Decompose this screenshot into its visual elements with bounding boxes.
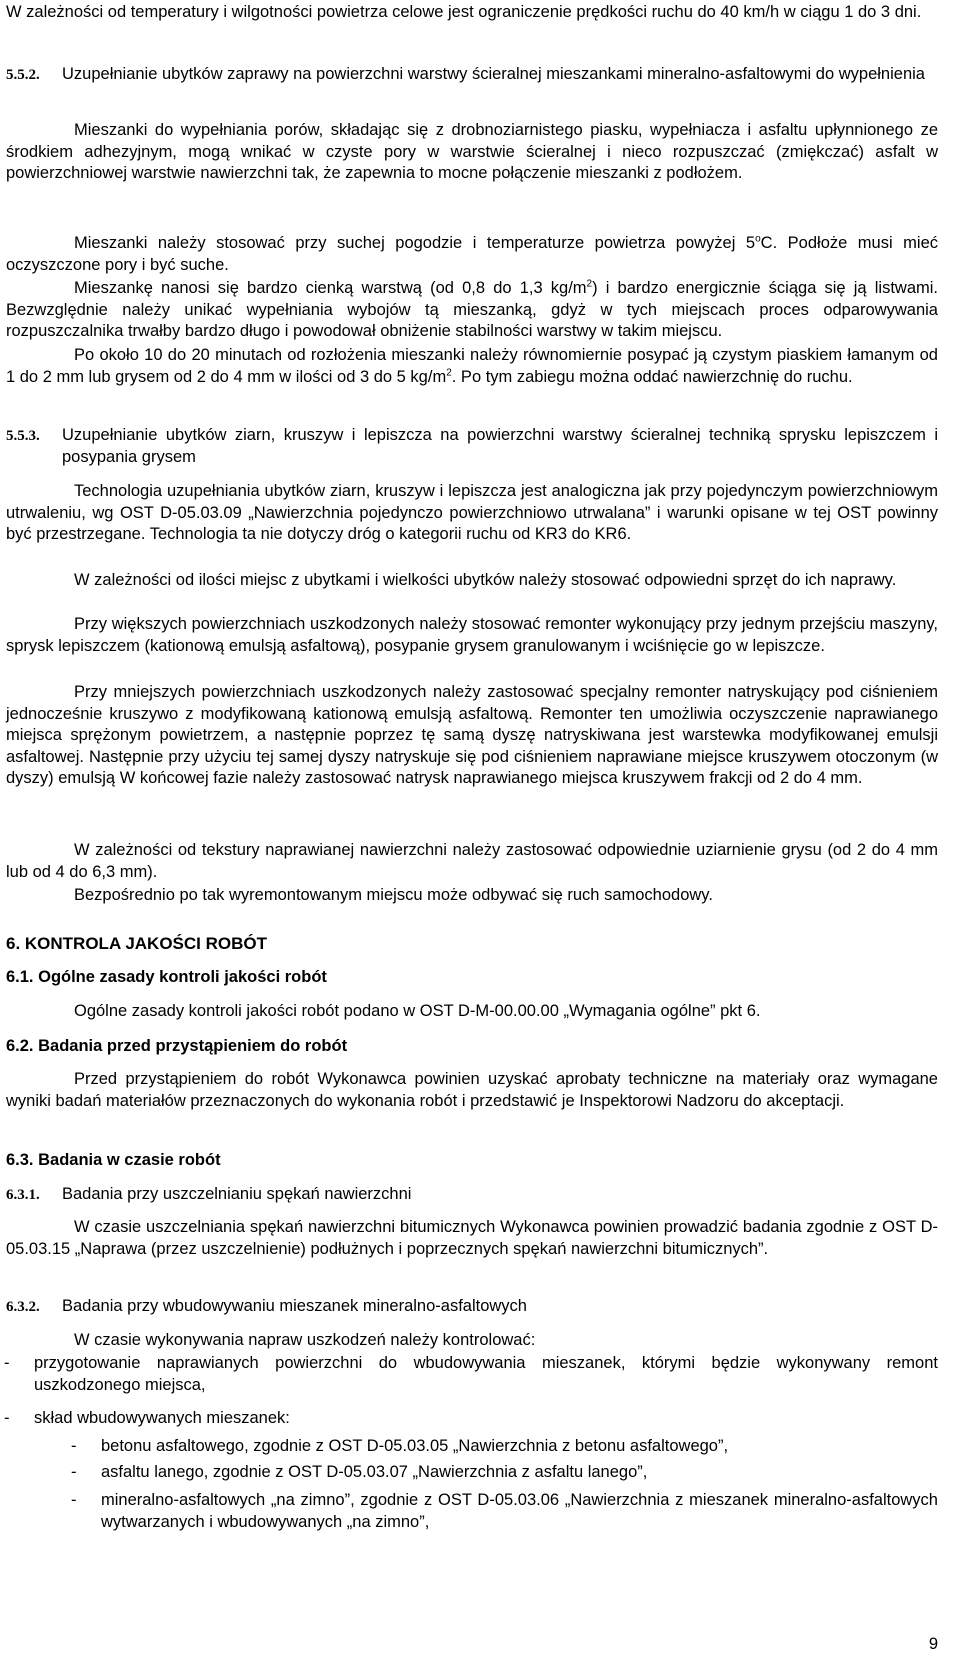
dash-bullet: - bbox=[71, 1437, 77, 1455]
section-6-3-heading: 6.3. Badania w czasie robót bbox=[6, 1151, 221, 1169]
section-5-5-3-heading bbox=[6, 425, 938, 466]
dash-bullet: - bbox=[71, 1463, 77, 1481]
paragraph: Mieszankę nanosi się bardzo cienką warstwą (od 0,8 do 1,3 $kg/m^2$) i bardzo energicznie ściąga się ją listwami. Bezwzględnie należy unikać wypełniania wybojów tą mieszanką, gdyż w tych miejscach proces odparowywania rozpuszczalnika trwałby bardzo długo i powodował obniżenie stabilności warstwy w takim miejscu. bbox=[6, 278, 938, 340]
section-6-1-heading: 6.1. Ogólne zasady kontroli jakości robót bbox=[6, 968, 327, 986]
paragraph: Po około 10 do 20 minutach od rozłożenia mieszanki należy równomiernie posypać ją czystym piaskiem łamanym od 1 do 2 mm lub grysem od 2 do 4 mm w ilości od 3 do 5 $kg/m^2$. Po tym zabiegu można oddać nawierzchnię do ruchu. bbox=[6, 346, 938, 386]
section-title: Uzupełnianie ubytków ziarn, kruszyw i lepiszcza na powierzchni warstwy ścieralnej techniką sprysku lepiszczem i posypania grysem bbox=[62, 426, 938, 466]
section-number: 5.5.3. bbox=[6, 428, 40, 444]
section-6-3-1-heading bbox=[6, 1184, 411, 1207]
dash-bullet: - bbox=[4, 1354, 10, 1372]
page-number: 9 bbox=[928, 1635, 938, 1653]
paragraph: W zależności od tekstury naprawianej nawierzchni należy zastosować odpowiednie uziarnienie grysu (od 2 do 4 mm lub od 4 do 6,3 mm). bbox=[6, 841, 938, 881]
section-6-heading: 6. KONTROLA JAKOŚCI ROBÓT bbox=[6, 934, 267, 953]
paragraph: Przy większych powierzchniach uszkodzonych należy stosować remonter wykonujący przy jednym przejściu maszyny, sprysk lepiszczem (kationową emulsją asfaltową), posypanie grysem granulowanym i wciśnięcie go w lepiszcze. bbox=[6, 615, 938, 655]
section-title: Badania przy uszczelnianiu spękań nawierzchni bbox=[62, 1185, 412, 1203]
paragraph: Przy mniejszych powierzchniach uszkodzonych należy zastosować specjalny remonter natryskujący pod ciśnieniem jednocześnie kruszywo z modyfikowaną kationową emulsją asfaltową. Remonter ten umożliwia oczyszczenie naprawianego miejsca sprężonym powietrzem, a następnie poprzez tę samą dyszę natryskiwana jest warstewka modyfikowanej emulsji asfaltowej. Następnie przy użyciu tej samej dyszy natryskuje się pod ciśnieniem naprawiane miejsce kruszywem otoczonym (w dyszy) emulsją W końcowej fazie należy zastosować natrysk naprawianego miejsca kruszywem frakcji od 2 do 4 mm. bbox=[6, 683, 938, 787]
list-item: - betonu asfaltowego, zgodnie z OST D-05.03.05 „Nawierzchnia z betonu asfaltowego”, bbox=[101, 1436, 938, 1458]
intro-paragraph: W zależności od temperatury i wilgotności powietrza celowe jest ograniczenie prędkości ruchu do 40 km/h w ciągu 1 do 3 dni. bbox=[6, 3, 922, 21]
paragraph: W czasie uszczelniania spękań nawierzchni bitumicznych Wykonawca powinien prowadzić badania zgodnie z OST D-05.03.15 „Naprawa (przez uszczelnienie) podłużnych i poprzecznych spękań nawierzchni bitumicznych”. bbox=[6, 1218, 938, 1258]
paragraph: Przed przystąpieniem do robót Wykonawca powinien uzyskać aprobaty techniczne na materiały oraz wymagane wyniki badań materiałów przeznaczonych do wykonania robót i przedstawić je Inspektorowi Nadzoru do akceptacji. bbox=[6, 1070, 938, 1110]
paragraph: W zależności od ilości miejsc z ubytkami i wielkości ubytków należy stosować odpowiedni sprzęt do ich naprawy. bbox=[74, 571, 897, 589]
section-title: Badania przy wbudowywaniu mieszanek mineralno-asfaltowych bbox=[62, 1297, 527, 1315]
dash-bullet: - bbox=[4, 1409, 10, 1427]
paragraph: Ogólne zasady kontroli jakości robót podano w OST D-M-00.00.00 „Wymagania ogólne” pkt 6. bbox=[74, 1002, 761, 1020]
list-item: - asfaltu lanego, zgodnie z OST D-05.03.07 „Nawierzchnia z asfaltu lanego”, bbox=[101, 1462, 938, 1484]
paragraph: Technologia uzupełniania ubytków ziarn, kruszyw i lepiszcza jest analogiczna jak przy pojedynczym powierzchniowym utrwaleniu, wg OST D-05.03.09 „Nawierzchnia pojedynczo powierzchniowo utrwalana” i warunki opisane w tej OST powinny być przestrzegane. Technologia ta nie dotyczy dróg o kategorii ruchu od KR3 do KR6. bbox=[6, 482, 938, 543]
section-number: 5.5.2. bbox=[6, 67, 40, 83]
section-6-2-heading: 6.2. Badania przed przystąpieniem do robót bbox=[6, 1037, 348, 1055]
section-5-5-2-heading bbox=[6, 64, 938, 87]
paragraph: Bezpośrednio po tak wyremontowanym miejscu może odbywać się ruch samochodowy. bbox=[74, 886, 713, 904]
dash-bullet: - bbox=[71, 1491, 77, 1509]
paragraph: Mieszanki należy stosować przy suchej pogodzie i temperaturze powietrza powyżej 5$^o$C. Podłoże musi mieć oczyszczone pory i być suche. bbox=[6, 233, 938, 274]
section-number: 6.3.2. bbox=[6, 1299, 40, 1315]
paragraph: W czasie wykonywania napraw uszkodzeń należy kontrolować: bbox=[74, 1331, 536, 1349]
section-number: 6.3.1. bbox=[6, 1187, 40, 1203]
list-item: - mineralno-asfaltowych „na zimno”, zgodnie z OST D-05.03.06 „Nawierzchnia z mieszanek mineralno-asfaltowych wytwarzanych i wbudowywanych „na zimno”, bbox=[71, 1491, 938, 1531]
paragraph: Mieszanki do wypełniania porów, składając się z drobnoziarnistego piasku, wypełniacza i asfaltu upłynnionego ze środkiem adhezyjnym, mogą wnikać w czyste pory w warstwie ścieralnej i nieco rozpuszczać (zmiękczać) asfalt w powierzchniowej warstwie nawierzchni tak, że zapewnia to mocne połączenie mieszanki z podłożem. bbox=[6, 121, 938, 182]
list-item: - skład wbudowywanych mieszanek: bbox=[34, 1408, 938, 1430]
list-item: - przygotowanie naprawianych powierzchni do wbudowywania mieszanek, którymi będzie wykonywany remont uszkodzonego miejsca, bbox=[4, 1354, 938, 1394]
section-6-3-2-heading bbox=[6, 1296, 527, 1319]
section-title: Uzupełnianie ubytków zaprawy na powierzchni warstwy ścieralnej mieszankami mineralno-asfaltowymi do wypełnienia bbox=[62, 65, 925, 83]
